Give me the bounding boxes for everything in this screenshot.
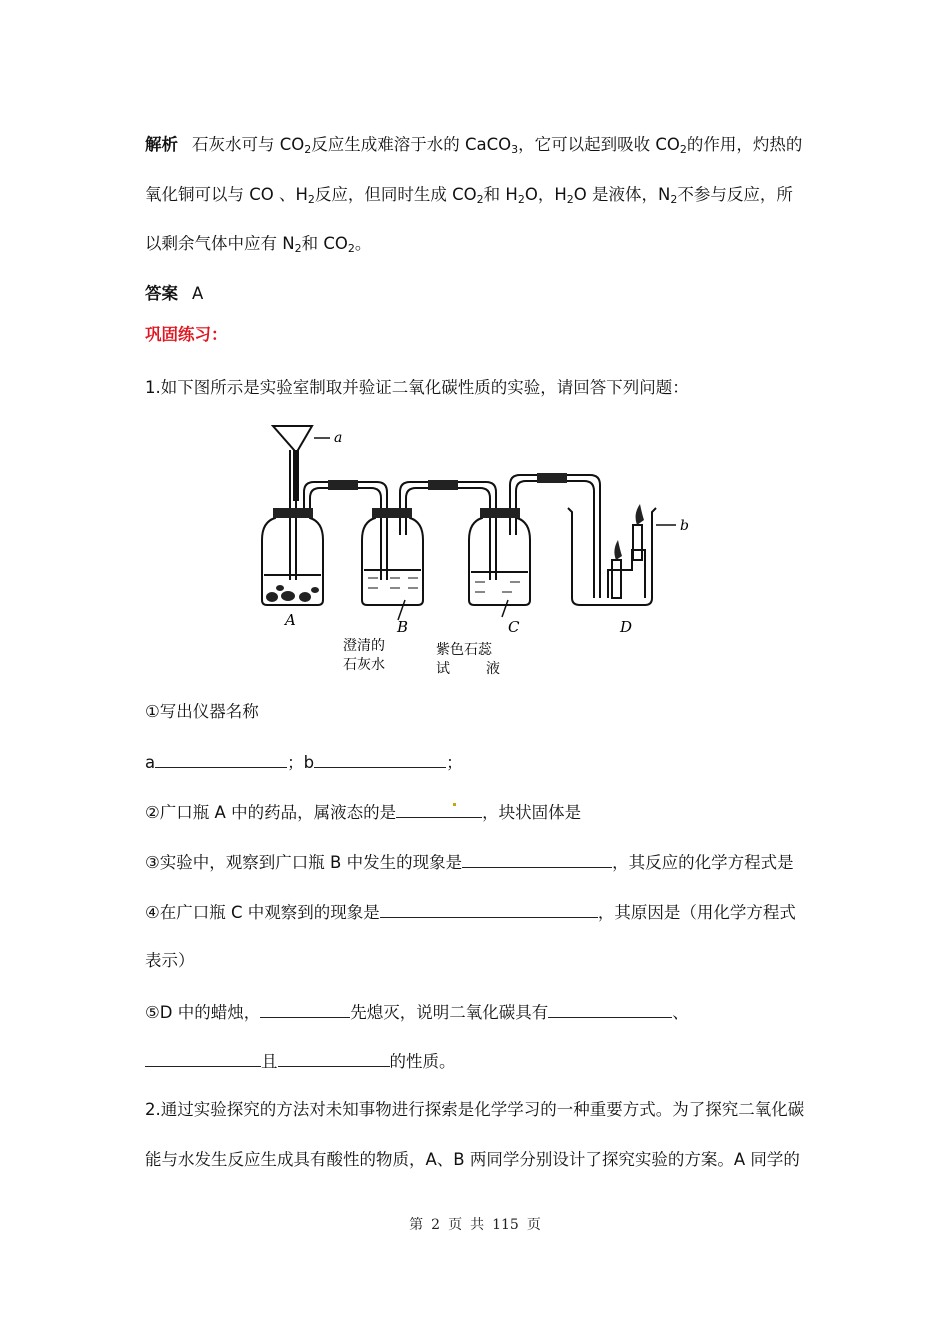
answer-label: 答案 xyxy=(145,284,178,303)
blank-candle[interactable] xyxy=(260,999,350,1018)
analysis-line-1: 解析 石灰水可与 $CO_2$反应生成难溶于水的 CaCO$_3$，它可以起到吸收 $CO_2$的作用，灼热的 xyxy=(145,135,803,156)
experiment-figure xyxy=(240,410,710,685)
q1-part-4: ④在广口瓶 C 中观察到的现象是 ，其原因是（用化学方程式 xyxy=(145,899,815,925)
label-D: D xyxy=(620,618,633,636)
caption-c-2b: 液 xyxy=(486,661,500,677)
q2-line-1: 2.通过实验探究的方法对未知事物进行探索是化学学习的一种重要方式。为了探究二氧化碳 xyxy=(145,1100,805,1119)
label-a: a xyxy=(334,430,343,446)
q1-part-1: ①写出仪器名称 xyxy=(145,702,259,721)
answer-line xyxy=(145,282,815,306)
funnel xyxy=(273,426,312,500)
q1-part-3: ③实验中，观察到广口瓶 B 中发生的现象是 ，其反应的化学方程式是 xyxy=(145,849,815,875)
current-page: 2 xyxy=(431,1217,441,1233)
blank-a[interactable] xyxy=(155,749,287,768)
bottle-c xyxy=(469,513,530,605)
label-B: B xyxy=(397,618,409,636)
q1-part-5: ⑤D 中的蜡烛， 先熄灭，说明二氧化碳具有 、 xyxy=(145,999,815,1025)
page-footer: 第 2 页 共 115 页 xyxy=(409,1217,541,1233)
caption-b-2: 石灰水 xyxy=(343,657,385,673)
bottle-b xyxy=(362,513,423,605)
answer-value: A xyxy=(192,284,204,303)
total-pages: 115 xyxy=(492,1217,519,1233)
label-C: C xyxy=(508,618,520,636)
blank-liquid[interactable] xyxy=(396,799,482,818)
q1-part-1-blanks: a ；b ； xyxy=(145,749,815,775)
blank-property-1[interactable] xyxy=(548,999,672,1018)
blank-property-3[interactable] xyxy=(278,1048,390,1067)
label-b: b xyxy=(680,518,689,534)
q1-part-5-cont: 且 的性质。 xyxy=(145,1048,815,1074)
q1-part-2: ②广口瓶 A 中的药品，属液态的是 ，块状固体是 xyxy=(145,799,815,825)
q1-part-4-cont: 表示） xyxy=(145,951,195,970)
blank-b[interactable] xyxy=(314,749,446,768)
caption-c-1: 紫色石蕊 xyxy=(436,642,492,658)
blank-b-phenomenon[interactable] xyxy=(462,849,612,868)
analysis-line-2: 氧化铜可以与 CO 、$H_2$反应，但同时生成 $CO_2$和 $H_2O$，$H_2O$ 是液体，$N_2$不参与反应，所 xyxy=(145,185,793,206)
blank-property-2[interactable] xyxy=(145,1048,261,1067)
analysis-label: 解析 xyxy=(145,135,178,154)
practice-title: 巩固练习： xyxy=(145,325,228,344)
caption-c-2a: 试 xyxy=(436,661,450,677)
analysis-line-3: 以剩余气体中应有 $N_2$和 $CO_2$。 xyxy=(145,234,372,255)
q1-stem: 1.如下图所示是实验室制取并验证二氧化碳性质的实验，请回答下列问题： xyxy=(145,378,689,397)
caption-b-1: 澄清的 xyxy=(343,638,385,654)
blank-c-phenomenon[interactable] xyxy=(380,899,598,918)
q2-line-2: 能与水发生反应生成具有酸性的物质，A、B 两同学分别设计了探究实验的方案。A 同学的 xyxy=(145,1150,800,1169)
label-A: A xyxy=(285,611,296,629)
